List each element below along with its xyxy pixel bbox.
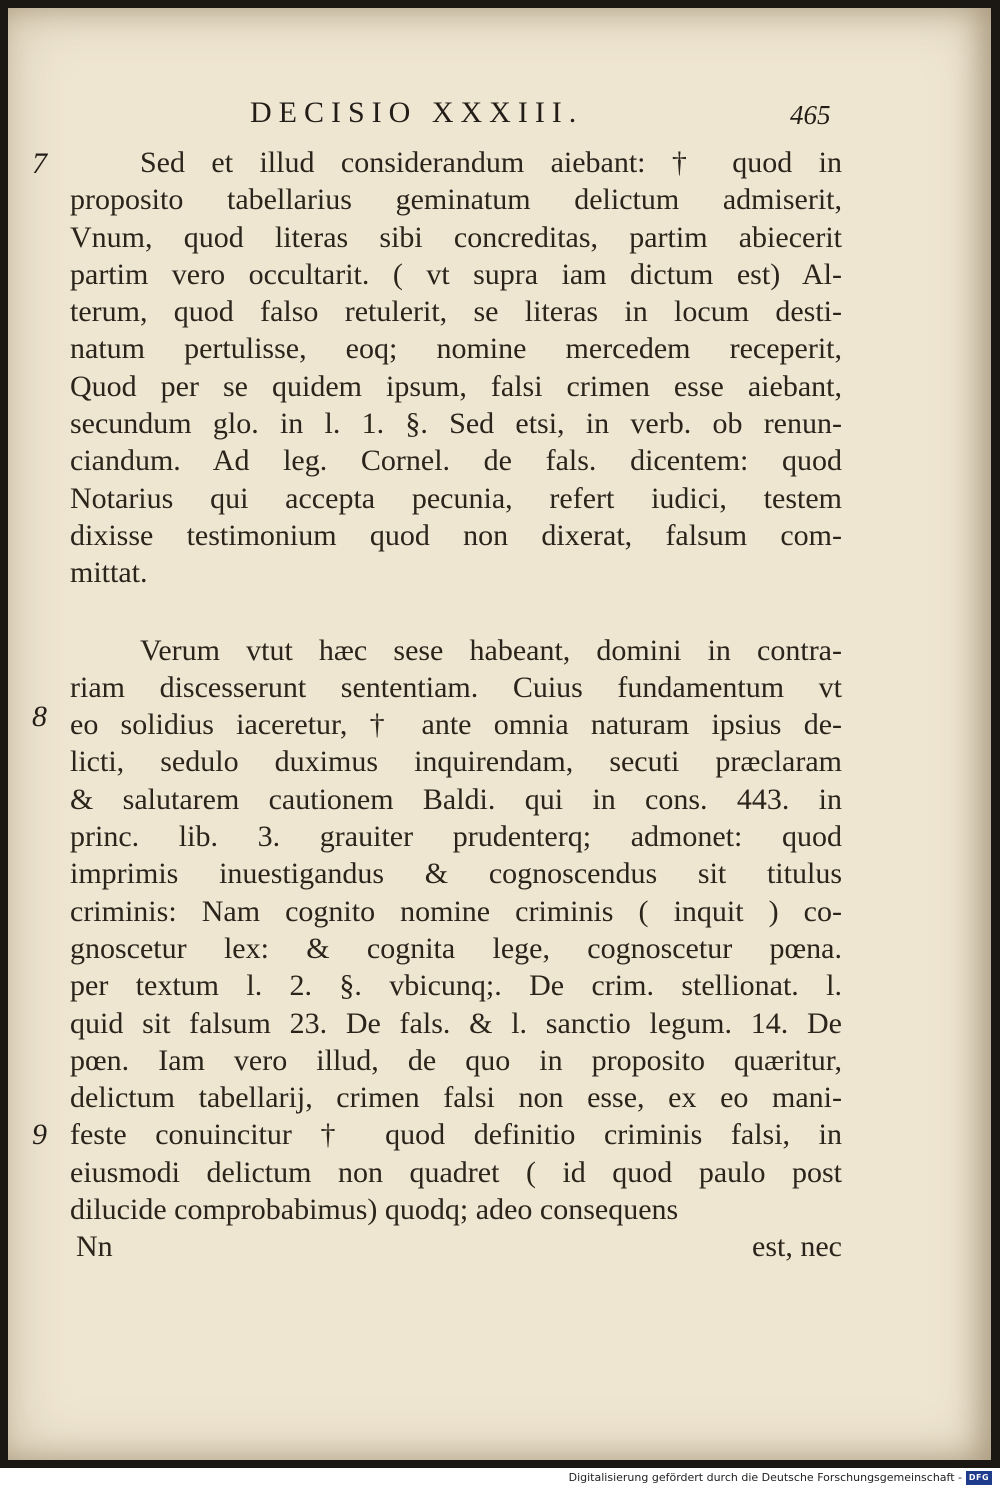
text-line: eiusmodi delictum non quadret ( id quod paulo post [70, 1155, 842, 1189]
text-line: delictum tabellarij, crimen falsi non esse, ex eo mani- [70, 1081, 842, 1115]
text-line: proposito tabellarius geminatum delictum admiserit, [70, 183, 842, 217]
text-line: & salutarem cautionem Baldi. qui in cons. 443. in [70, 782, 842, 816]
text-line: terum, quod falso retulerit, se literas in locum desti- [70, 295, 842, 329]
dfg-logo: DFG [966, 1471, 992, 1485]
text-line: Sed et illud considerandum aiebant: † quod in [140, 146, 842, 179]
text-line: Notarius qui accepta pecunia, refert iudici, testem [70, 481, 842, 515]
footer-credit: Digitalisierung gefördert durch die Deutsche Forschungsgemeinschaft - [568, 1471, 962, 1484]
text-line: ciandum. Ad leg. Cornel. de fals. dicentem: quod [70, 444, 842, 478]
text-line: mittat. [70, 556, 148, 590]
marginal-number: 9 [32, 1118, 47, 1151]
catchword: est, nec [752, 1230, 842, 1264]
text-line: criminis: Nam cognito nomine criminis ( inquit ) co- [70, 894, 842, 928]
main-text [70, 144, 842, 1266]
text-line: pœn. Iam vero illud, de quo in proposito quæritur, [70, 1043, 842, 1077]
paragraph [70, 144, 842, 592]
text-line: princ. lib. 3. grauiter prudenterq; admonet: quod [70, 820, 842, 854]
page-number: 465 [790, 100, 831, 130]
text-line: Vnum, quod literas sibi concreditas, partim abiecerit [70, 220, 842, 254]
catchline [70, 1228, 842, 1265]
text-line: imprimis inuestigandus & cognoscendus sit titulus [70, 857, 842, 891]
text-line: licti, sedulo duximus inquirendam, secuti præclaram [70, 745, 842, 779]
marginal-number: 7 [32, 147, 47, 180]
paragraph [70, 632, 842, 1229]
text-line: dilucide comprobabimus) quodq; adeo consequens [70, 1193, 679, 1227]
text-line: natum pertulisse, eoq; nomine mercedem receperit, [70, 332, 842, 366]
text-line: quid sit falsum 23. De fals. & l. sanctio legum. 14. De [70, 1006, 842, 1040]
text-line: riam discesserunt sententiam. Cuius fundamentum vt [70, 670, 842, 704]
marginal-number: 8 [32, 700, 47, 733]
text-line: secundum glo. in l. 1. §. Sed etsi, in verb. ob renun- [70, 407, 842, 441]
text-line: Quod per se quidem ipsum, falsi crimen esse aiebant, [70, 369, 842, 403]
running-head [8, 96, 991, 142]
text-line: Verum vtut hæc sese habeant, domini in contra- [140, 633, 842, 667]
text-line: eo solidius iaceretur, † ante omnia naturam ipsius de- [70, 708, 842, 742]
book-page [8, 8, 991, 1460]
text-line: feste conuincitur † quod definitio criminis falsi, in [70, 1118, 842, 1152]
text-line: gnoscetur lex: & cognita lege, cognoscetur pœna. [70, 931, 842, 965]
text-line: partim vero occultarit. ( vt supra iam dictum est) Al- [70, 257, 842, 291]
running-title: DECISIO XXXIII. [250, 96, 584, 129]
footer-bar [0, 1468, 1000, 1489]
text-line: per textum l. 2. §. vbicunq;. De crim. stellionat. l. [70, 969, 842, 1003]
signature-mark: Nn [76, 1230, 113, 1264]
text-line: dixisse testimonium quod non dixerat, falsum com- [70, 518, 842, 552]
